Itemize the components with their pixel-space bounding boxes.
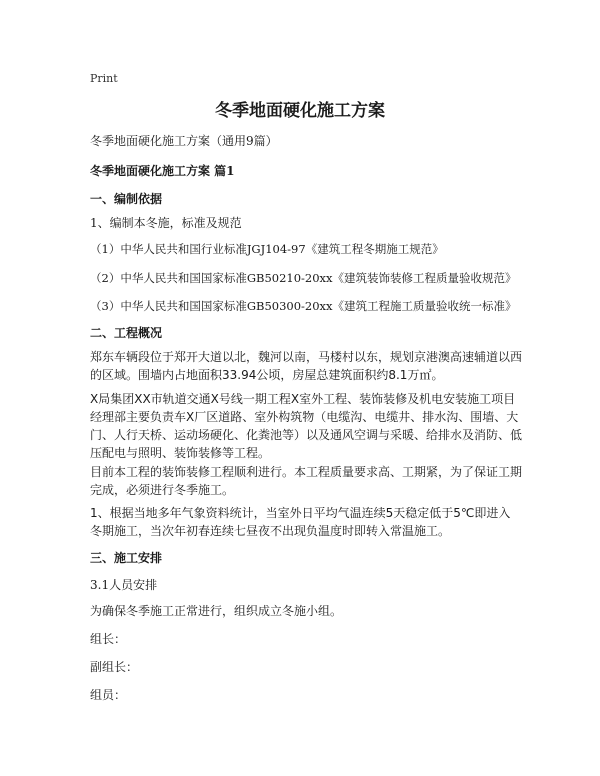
section-1-heading: 一、编制依据: [90, 192, 163, 206]
standard-1: （1）中华人民共和国行业标准JGJ104-97《建筑工程冬期施工规范》: [90, 242, 444, 256]
vice-leader-label: 副组长：: [90, 660, 139, 674]
section-2-paragraph-2: X局集团XX市轨道交通X号线一期工程X室外工程、装饰装修及机电安装施工项目经理部主要负责车X厂区道路、室外构筑物（电缆沟、电缆井、排水沟、围墙、大门、人行天桥、运动场硬化、化粪池等）以及通风空调与采暖、给排水及消防、低压配电与照明、装饰装修等工程。: [90, 392, 523, 460]
print-label: Print: [90, 72, 118, 85]
standard-3: （3）中华人民共和国国家标准GB50300-20xx《建筑工程施工质量验收统一标准》: [90, 299, 517, 313]
document-title: 冬季地面硬化施工方案: [215, 101, 385, 121]
section-3-subheading: 3.1人员安排: [90, 578, 158, 592]
section-2-paragraph-1: 郑东车辆段位于郑开大道以北，魏河以南，马楼村以东，规划京港澳高速辅道以西的区域。围墙内占地面积33.94公顷，房屋总建筑面积约8.1万㎡。: [90, 350, 523, 382]
section-3-heading: 三、施工安排: [90, 551, 163, 565]
leader-label: 组长：: [90, 632, 127, 646]
standard-2: （2）中华人民共和国国家标准GB50210-20xx《建筑装饰装修工程质量验收规范》: [90, 271, 517, 285]
section-2-heading: 二、工程概况: [90, 326, 163, 340]
section-2-paragraph-3: 目前本工程的装饰装修工程顺利进行。本工程质量要求高、工期紧，为了保证工期完成，必须进行冬季施工。: [90, 465, 523, 497]
section-1-item-1: 1、编制本冬施，标准及规范: [90, 216, 242, 230]
section-2-paragraph-4: 1、根据当地多年气象资料统计，当室外日平均气温连续5天稳定低于5℃即进入冬期施工，当次年初春连续七昼夜不出现负温度时即转入常温施工。: [90, 506, 511, 538]
part-title: 冬季地面硬化施工方案 篇1: [90, 164, 235, 178]
document-subtitle: 冬季地面硬化施工方案（通用9篇）: [90, 134, 278, 148]
member-label: 组员：: [90, 688, 127, 702]
section-3-paragraph: 为确保冬季施工正常进行，组织成立冬施小组。: [90, 604, 343, 618]
